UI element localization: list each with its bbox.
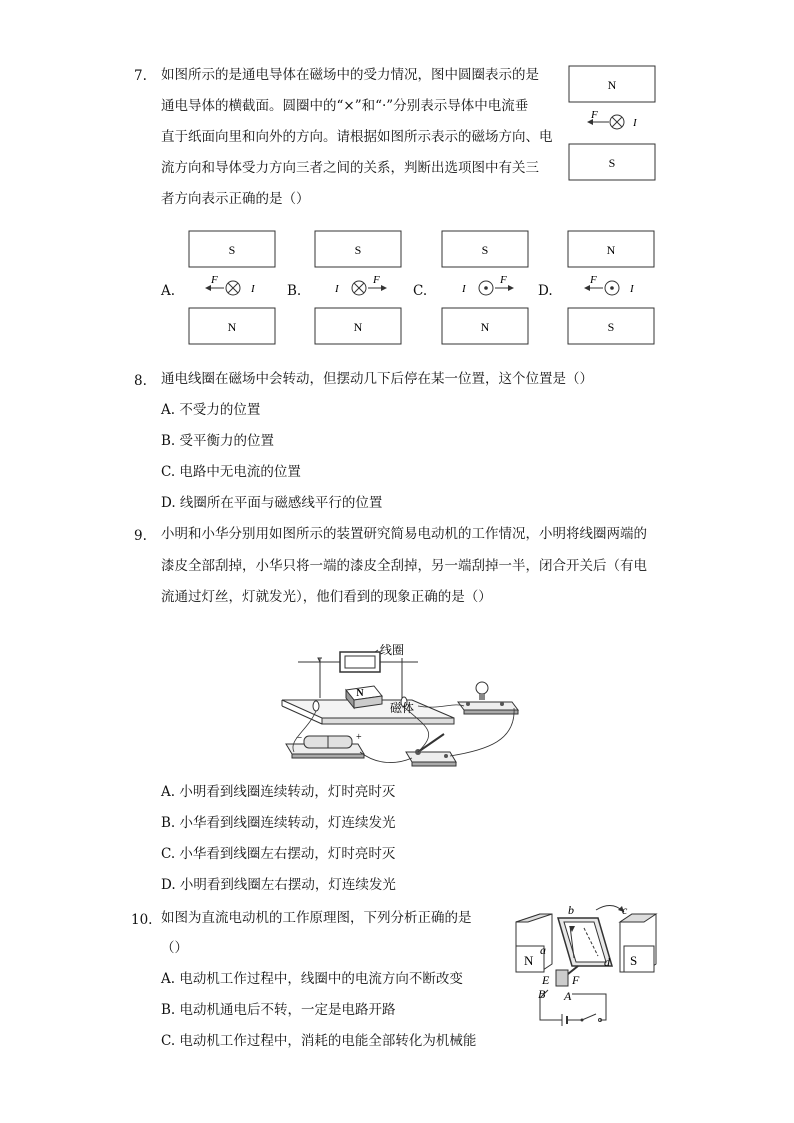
label-brush-a: A — [564, 989, 572, 1003]
label-b: b — [568, 903, 574, 917]
current-out-of-page-icon — [479, 281, 493, 295]
top-pole-label: S — [481, 243, 489, 257]
option-b: B. 小华看到线圈连续转动，灯连续发光 — [161, 815, 396, 831]
question-text-line: 通电导体的横截面。圆圈中的“×”和“·”分别表示导体中电流垂 — [161, 98, 529, 114]
magnet-label: 磁体 — [390, 701, 415, 715]
option-figure — [187, 228, 279, 346]
option-b: B. 电动机通电后不转，一定是电路开路 — [161, 1002, 396, 1018]
label-e: E — [542, 973, 550, 987]
top-pole-label: S — [228, 243, 236, 257]
option-c: C. 电路中无电流的位置 — [161, 464, 301, 480]
question-text: 通电线圈在磁场中会转动，但摆动几下后停在某一位置，这个位置是（） — [161, 371, 593, 387]
bottom-pole-label: N — [227, 320, 237, 334]
right-label: F — [373, 274, 380, 286]
question-text-line: 直于纸面向里和向外的方向。请根据如图所示表示的磁场方向、电 — [161, 129, 553, 145]
top-pole-label: S — [354, 243, 362, 257]
label-d: d — [604, 955, 610, 969]
question-text-line: 流通过灯丝，灯就发光），他们看到的现象正确的是（） — [161, 589, 492, 605]
question-number: 9. — [134, 528, 147, 544]
current-out-of-page-icon — [605, 281, 619, 295]
option-figure — [313, 228, 405, 346]
south-pole-label: S — [630, 953, 638, 968]
left-label: F — [590, 274, 597, 286]
coil-label: 线圈 — [380, 643, 405, 657]
right-label: I — [630, 283, 634, 295]
right-label: I — [251, 283, 255, 295]
option-letter: D. — [538, 283, 553, 299]
current-label: I — [633, 117, 637, 129]
option-a: A. 不受力的位置 — [161, 402, 261, 418]
left-label: I — [335, 283, 339, 295]
label-f: F — [572, 973, 580, 987]
option-c: C. 电动机工作过程中，消耗的电能全部转化为机械能 — [161, 1033, 477, 1049]
question-text-line: 如图所示的是通电导体在磁场中的受力情况，图中圆圈表示的是 — [161, 67, 539, 83]
current-into-page-icon — [610, 115, 624, 129]
option-letter: A. — [161, 283, 176, 299]
question-text-line: （） — [161, 940, 188, 956]
option-a: A. 电动机工作过程中，线圈中的电流方向不断改变 — [161, 971, 463, 987]
question-number: 8. — [134, 373, 147, 389]
dc-motor-principle-figure — [512, 902, 660, 1030]
option-a: A. 小明看到线圈连续转动，灯时亮时灭 — [161, 784, 396, 800]
label-a: a — [540, 943, 546, 957]
option-c: C. 小华看到线圈左右摆动，灯时亮时灭 — [161, 846, 396, 862]
question-text-line: 如图为直流电动机的工作原理图，下列分析正确的是 — [161, 910, 472, 926]
option-letter: C. — [413, 283, 428, 299]
battery-plus: + — [356, 732, 362, 743]
label-brush-b: B — [538, 987, 546, 1001]
force-arrowhead — [508, 285, 514, 291]
force-label: F — [591, 109, 598, 121]
bottom-pole-label: S — [607, 320, 615, 334]
option-d: D. 小明看到线圈左右摆动，灯连续发光 — [161, 877, 396, 893]
left-label: F — [211, 274, 218, 286]
simple-motor-apparatus-figure — [278, 640, 523, 772]
question-text-line: 小明和小华分别用如图所示的装置研究简易电动机的工作情况，小明将线圈两端的 — [161, 526, 647, 542]
label-c: c — [622, 903, 628, 917]
question-text-line: 者方向表示正确的是（） — [161, 191, 310, 207]
magnet-force-figure — [565, 62, 660, 184]
option-figure — [440, 228, 532, 346]
question-text-line: 漆皮全部刮掉，小华只将一端的漆皮全刮掉，另一端刮掉一半，闭合开关后（有电 — [161, 558, 647, 574]
option-d: D. 线圈所在平面与磁感线平行的位置 — [161, 495, 383, 511]
question-text-line: 流方向和导体受力方向三者之间的关系，判断出选项图中有关三 — [161, 160, 539, 176]
current-into-page-icon — [226, 281, 240, 295]
question-number: 10. — [131, 912, 153, 928]
right-label: F — [500, 274, 507, 286]
magnet-pole-label: N — [356, 688, 364, 699]
battery-minus: − — [296, 732, 303, 744]
bottom-pole-label: N — [353, 320, 363, 334]
bottom-pole-label: S — [608, 156, 616, 170]
top-pole-label: N — [607, 78, 617, 92]
option-letter: B. — [287, 283, 302, 299]
current-into-page-icon — [352, 281, 366, 295]
left-label: I — [462, 283, 466, 295]
option-figure — [566, 228, 658, 346]
top-pole-label: N — [606, 243, 616, 257]
north-pole-label: N — [524, 953, 534, 968]
bottom-pole-label: N — [480, 320, 490, 334]
force-arrowhead — [381, 285, 387, 291]
option-b: B. 受平衡力的位置 — [161, 433, 275, 449]
question-number: 7. — [134, 68, 147, 84]
